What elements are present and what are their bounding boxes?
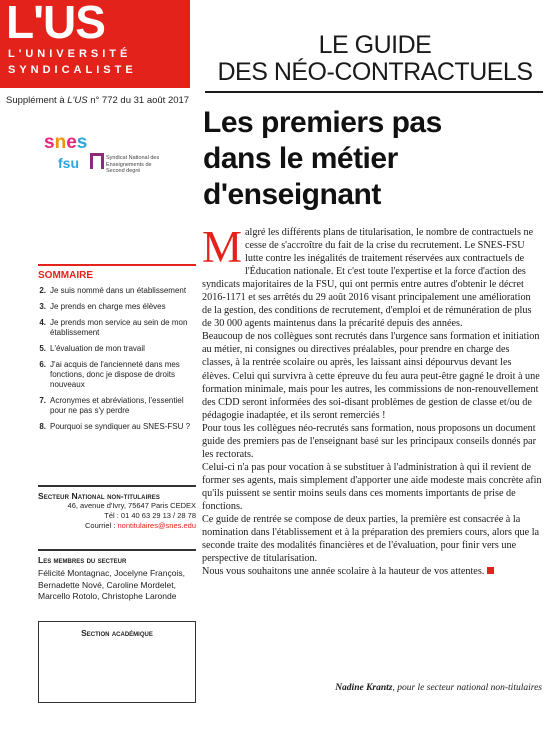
secteur-email-label: Courriel : — [84, 521, 118, 530]
signature — [202, 683, 542, 693]
sommaire-item-text: Je prends en charge mes élèves — [50, 302, 166, 311]
sommaire-item — [38, 396, 196, 416]
masthead — [0, 0, 190, 88]
sommaire-item-number: 2. — [39, 286, 46, 295]
main-title-line1: Les premiers pas — [203, 106, 442, 139]
sommaire-item-number: 3. — [39, 302, 46, 311]
secteur-address: 46, avenue d'Ivry, 75647 Paris CEDEX — [67, 501, 196, 510]
supplement-suffix: n° 772 du 31 août 2017 — [87, 95, 190, 106]
membres-line: Bernadette Nové, Caroline Mordelet, — [38, 579, 176, 590]
snes-wordmark — [44, 133, 87, 153]
sommaire-item — [38, 344, 196, 354]
article-paragraph — [202, 565, 542, 578]
fsu-wordmark: fsu — [58, 155, 79, 171]
article-paragraph-text: Nous vous souhaitons une année scolaire à la hauteur de vos attentes. — [202, 566, 485, 578]
title-divider — [205, 91, 543, 93]
main-title-line3: d'enseignant — [203, 178, 381, 211]
sommaire-item-number: 6. — [39, 360, 46, 369]
end-mark-icon — [487, 567, 494, 574]
article-paragraph-text: algré les différents plans de titularisation, le nombre de contractuels ne cesse de s'accroître du fait de la crise du recrutement. Le SNES-FSU lutte contre les inégalités de traitement réservées aux contractuels de l'Éducation nationale. Et c'est toute l'expertise et la force d'action des syndicats majoritaires de la FSU, qui ont permis entre autres d'obtenir le décret 2016-1171 et ses arrêtés du 29 août 2016 visant principalement une amélioration de la gestion, des conditions de recrutement, d'emploi et de rémunération de plus de 30 000 agents maintenus dans la précarité depuis des années. — [202, 227, 534, 330]
membres-heading: Les membres du secteur — [38, 555, 127, 565]
signature-role: , pour le secteur national non-titulaires — [392, 683, 542, 693]
membres-line: Marcello Rotolo, Christophe Laronde — [38, 591, 177, 601]
supplement-prefix: Supplément à — [6, 95, 68, 106]
sommaire-item — [38, 360, 196, 390]
sommaire-item-number: 5. — [39, 344, 46, 353]
main-title-line2: dans le métier — [203, 142, 398, 175]
drop-cap: M — [202, 222, 243, 272]
sommaire-item-text: Pourquoi se syndiquer au SNES-FSU ? — [50, 422, 191, 431]
signature-name: Nadine Krantz — [335, 683, 393, 693]
masthead-title: L'US — [6, 0, 105, 48]
sommaire-list — [38, 286, 196, 432]
secteur-heading: Secteur National non-titulaires — [38, 491, 161, 501]
sommaire-item — [38, 422, 196, 432]
sommaire-item-number: 4. — [39, 318, 46, 327]
masthead-line2: SYNDICALISTE — [8, 64, 137, 76]
guide-title — [205, 32, 545, 86]
section-academique-heading: Section académique — [81, 628, 153, 638]
logo-letter: s — [76, 132, 88, 153]
logo-tagline: Syndicat National des Enseignements de Second degré — [106, 155, 160, 174]
secteur-box — [38, 485, 196, 541]
article-paragraph: Celui-ci n'a pas pour vocation à se substituer à l'administration à qui il revient de former ses agents, mais simplement d'apporter une aide modeste mais concrète afin qu'ils puissent se sentir moins seuls dans ces moments importants de prise de fonctions. — [202, 461, 542, 512]
secteur-email-link[interactable]: nontitulaires@snes.edu — [117, 521, 196, 530]
logo-letter: s — [44, 132, 55, 153]
secteur-email-line — [38, 521, 196, 531]
secteur-tel: Tél : 01 40 63 29 13 / 28 78 — [104, 511, 196, 520]
sommaire-heading: SOMMAIRE — [38, 270, 93, 281]
sommaire-item-text: J'ai acquis de l'ancienneté dans mes fonctions, donc je dispose de droits nouveaux — [50, 360, 180, 389]
main-title — [203, 105, 533, 213]
sommaire-item-number: 8. — [39, 422, 46, 431]
sommaire-item-text: Acronymes et abréviations, l'essentiel pour ne pas s'y perdre — [50, 396, 184, 415]
sommaire-item — [38, 318, 196, 338]
sommaire-item-text: Je suis nommé dans un établissement — [50, 286, 187, 295]
article-paragraph: Ce guide de rentrée se compose de deux parties, la première est consacrée à la nomination dans l'établissement et à la préparation des premiers cours, alors que la seconde traite des modalités financières et de l'évaluation, pour finir vers une perspective de titularisation. — [202, 514, 540, 565]
sommaire-item — [38, 302, 196, 312]
sommaire-box — [38, 264, 196, 436]
membres-line: Félicité Montagnac, Jocelyne François, — [38, 568, 185, 578]
article-paragraph: Beaucoup de nos collègues sont recrutés dans l'urgence sans formation et initiation au métier, ni consignes ou directives préalables, pour prendre en charge des classes, à la rentrée scolaire ou après, les laissant ainsi dépourvus devant les élèves. Celui qui survivra à cette épreuve du feu aura peut-être gagné le droit à une formation minimale, mais pour les autres, les commissions de non-renouvellement des CDD seront informées des soi-disant problèmes de gestion de classe et/ou de pédagogie inadaptée, et ils seront remerciés ! — [202, 331, 540, 421]
logo-letter: n — [54, 132, 67, 153]
sommaire-item-number: 7. — [39, 396, 46, 405]
logo-glyph-icon — [90, 153, 104, 169]
section-academique-box — [38, 621, 196, 703]
supplement-publication: L'US — [67, 95, 88, 106]
guide-title-line1: LE GUIDE — [318, 31, 432, 59]
sommaire-item-text: Je prends mon service au sein de mon établissement — [50, 318, 188, 337]
membres-box — [38, 549, 196, 615]
supplement-line — [6, 95, 189, 106]
article-paragraph: Pour tous les collègues néo-recrutés sans formation, nous proposons un document guide des premiers pas de l'enseignant basé sur les principaux conseils donnés par les rectorats. — [202, 422, 536, 460]
sommaire-item-text: L'évaluation de mon travail — [50, 344, 145, 353]
article-paragraph — [202, 222, 542, 330]
snes-fsu-logo — [44, 133, 164, 183]
editorial-article — [202, 222, 542, 578]
guide-title-line2: DES NÉO-CONTRACTUELS — [217, 58, 533, 86]
logo-letter: e — [66, 132, 77, 153]
sommaire-item — [38, 286, 196, 296]
masthead-line1: L'UNIVERSITÉ — [8, 48, 132, 60]
